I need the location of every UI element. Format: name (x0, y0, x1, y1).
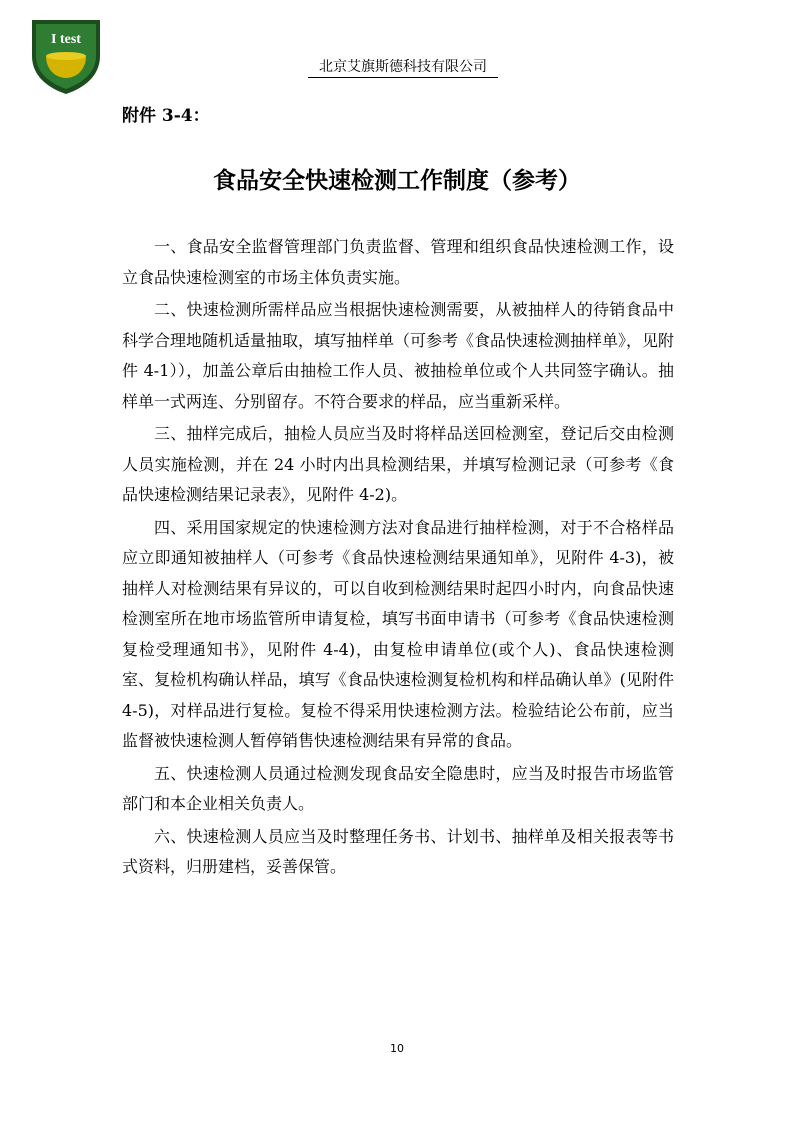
header-company-name: 北京艾旗斯德科技有限公司 (319, 59, 487, 75)
logo-text: I test (51, 32, 81, 47)
document-body (122, 232, 674, 885)
company-logo (28, 16, 104, 96)
paragraph-5: 五、快速检测人员通过检测发现食品安全隐患时，应当及时报告市场监管部门和本企业相关负责人。 (122, 763, 674, 813)
logo-bowl-rim (46, 52, 86, 60)
header-underline (308, 77, 498, 78)
paragraph-2: 二、快速检测所需样品应当根据快速检测需要，从被抽样人的待销食品中科学合理地随机适量抽取，填写抽样单（可参考《食品快速检测抽样单》，见附件 4-1）），加盖公章后由抽检工作人员、被抽检单位或个人共同签字确认。抽样单一式两连、分别留存。不符合要求的样品，应当重新采样。 (122, 300, 675, 411)
paragraph-4: 四、采用国家规定的快速检测方法对食品进行抽样检测，对于不合格样品应立即通知被抽样人（可参考《食品快速检测结果通知单》，见附件 4-3)，被抽样人对检测结果有异议的，可以自收到检测结果时起四小时内，向食品快速检测室所在地市场监管所申请复检，填写书面申请书（可参考《食品快速检测复检受理通知书》，见附件 4-4)，由复检申请单位(或个人)、食品快速检测室、复检机构确认样品，填写《食品快速检测复检机构和样品确认单》(见附件 4-5)，对样品进行复检。复检不得采用快速检测方法。检验结论公布前，应当监督被快速检测人暂停销售快速检测结果有异常的食品。 (122, 517, 674, 750)
paragraph-3: 三、抽样完成后，抽检人员应当及时将样品送回检测室，登记后交由检测人员实施检测，并在 24 小时内出具检测结果，并填写检测记录（可参考《食品快速检测结果记录表》，见附件 4-2)。 (122, 424, 674, 504)
paragraph-1: 一、食品安全监督管理部门负责监督、管理和组织食品快速检测工作，设立食品快速检测室的市场主体负责实施。 (122, 237, 674, 287)
page-number: 10 (390, 1042, 404, 1055)
document-title: 食品安全快速检测工作制度（参考） (213, 168, 581, 194)
attachment-label: 附件 3-4： (122, 106, 210, 126)
paragraph-6: 六、快速检测人员应当及时整理任务书、计划书、抽样单及相关报表等书式资料，归册建档，妥善保管。 (122, 826, 674, 876)
